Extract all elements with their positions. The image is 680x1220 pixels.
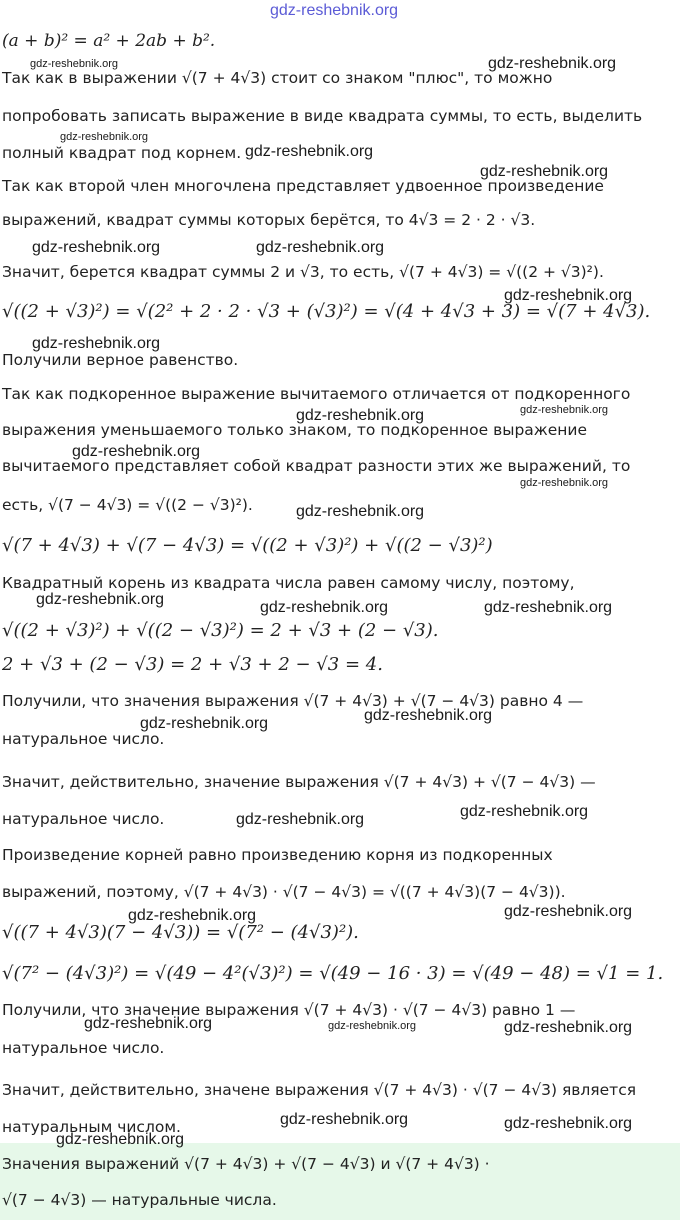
formula-square-of-sum: (a + b)² = a² + 2ab + b².	[2, 31, 216, 51]
watermark: gdz-reshebnik.org	[520, 477, 609, 489]
text-line: Значит, берется квадрат суммы 2 и √3, то есть, √(7 + 4√3) = √((2 + √3)²).	[2, 263, 604, 281]
watermark: gdz-reshebnik.org	[328, 1020, 417, 1032]
text-line: Значит, действительно, значение выражения √(7 + 4√3) + √(7 − 4√3) —	[2, 773, 596, 791]
watermark: gdz-reshebnik.org	[504, 287, 633, 304]
formula-line: √((2 + √3)²) + √((2 − √3)²) = 2 + √3 + (2 − √3).	[2, 620, 439, 641]
watermark: gdz-reshebnik.org	[84, 1015, 213, 1032]
text-line: есть, √(7 − 4√3) = √((2 − √3)²).	[2, 496, 253, 514]
text-line: натуральное число.	[2, 730, 165, 748]
text-line: выражений, поэтому, √(7 + 4√3) · √(7 − 4√3) = √((7 + 4√3)(7 − 4√3)).	[2, 883, 566, 901]
watermark: gdz-reshebnik.org	[140, 715, 269, 732]
watermark: gdz-reshebnik.org	[484, 599, 613, 616]
watermark: gdz-reshebnik.org	[296, 407, 425, 424]
watermark: gdz-reshebnik.org	[32, 335, 161, 352]
watermark: gdz-reshebnik.org	[236, 811, 365, 828]
watermark: gdz-reshebnik.org	[128, 907, 257, 924]
watermark: gdz-reshebnik.org	[460, 803, 589, 820]
formula-line: √((2 + √3)²) = √(2² + 2 · 2 · √3 + (√3)²) = √(4 + 4√3 + 3) = √(7 + 4√3).	[2, 301, 651, 322]
watermark: gdz-reshebnik.org	[60, 131, 149, 143]
text-line: Значит, действительно, значене выражения √(7 + 4√3) · √(7 − 4√3) является	[2, 1081, 637, 1099]
watermark: gdz-reshebnik.org	[504, 1019, 633, 1036]
watermark: gdz-reshebnik.org	[270, 2, 399, 19]
conclusion-line: Значения выражений √(7 + 4√3) + √(7 − 4√3) и √(7 + 4√3) ·	[2, 1155, 490, 1173]
formula-line: 2 + √3 + (2 − √3) = 2 + √3 + 2 − √3 = 4.	[2, 654, 383, 675]
text-line: выражений, квадрат суммы которых берётся, то 4√3 = 2 · 2 · √3.	[2, 211, 536, 229]
text-line: Получили, что значение выражения √(7 + 4√3) · √(7 − 4√3) равно 1 —	[2, 1001, 576, 1019]
watermark: gdz-reshebnik.org	[30, 58, 119, 70]
text-line: натуральное число.	[2, 810, 165, 828]
watermark: gdz-reshebnik.org	[72, 443, 201, 460]
text-line: Получили верное равенство.	[2, 351, 239, 369]
watermark: gdz-reshebnik.org	[488, 55, 617, 72]
text-line: Так как второй член многочлена представляет удвоенное произведение	[2, 177, 604, 195]
watermark: gdz-reshebnik.org	[296, 503, 425, 520]
formula-line: √((7 + 4√3)(7 − 4√3)) = √(7² − (4√3)²).	[2, 922, 359, 943]
text-line: Так как подкоренное выражение вычитаемого отличается от подкоренного	[2, 385, 631, 403]
watermark: gdz-reshebnik.org	[364, 707, 493, 724]
watermark: gdz-reshebnik.org	[256, 239, 385, 256]
text-line: натуральным числом.	[2, 1118, 181, 1136]
text-line: Так как в выражении √(7 + 4√3) стоит со знаком "плюс", то можно	[2, 69, 553, 87]
text-line: Квадратный корень из квадрата числа равен самому числу, поэтому,	[2, 574, 575, 592]
text-line: полный квадрат под корнем.	[2, 144, 242, 162]
watermark: gdz-reshebnik.org	[245, 143, 374, 160]
formula-line: √(7 + 4√3) + √(7 − 4√3) = √((2 + √3)²) + √((2 − √3)²)	[2, 535, 493, 556]
text-line: натуральное число.	[2, 1039, 165, 1057]
watermark: gdz-reshebnik.org	[504, 1115, 633, 1132]
text-line: вычитаемого представляет собой квадрат разности этих же выражений, то	[2, 457, 631, 475]
watermark: gdz-reshebnik.org	[32, 239, 161, 256]
watermark: gdz-reshebnik.org	[520, 404, 609, 416]
watermark: gdz-reshebnik.org	[56, 1131, 185, 1148]
watermark: gdz-reshebnik.org	[480, 163, 609, 180]
formula-line: √(7² − (4√3)²) = √(49 − 4²(√3)²) = √(49 − 16 · 3) = √(49 − 48) = √1 = 1.	[2, 963, 664, 984]
conclusion-line: √(7 − 4√3) — натуральные числа.	[2, 1191, 277, 1209]
watermark: gdz-reshebnik.org	[280, 1111, 409, 1128]
text-line: Получили, что значения выражения √(7 + 4√3) + √(7 − 4√3) равно 4 —	[2, 692, 584, 710]
text-line: Произведение корней равно произведению корня из подкоренных	[2, 846, 553, 864]
text-line: выражения уменьшаемого только знаком, то подкоренное выражение	[2, 421, 588, 439]
watermark: gdz-reshebnik.org	[504, 903, 633, 920]
watermark: gdz-reshebnik.org	[36, 591, 165, 608]
text-line: попробовать записать выражение в виде квадрата суммы, то есть, выделить	[2, 107, 643, 125]
watermark: gdz-reshebnik.org	[260, 599, 389, 616]
